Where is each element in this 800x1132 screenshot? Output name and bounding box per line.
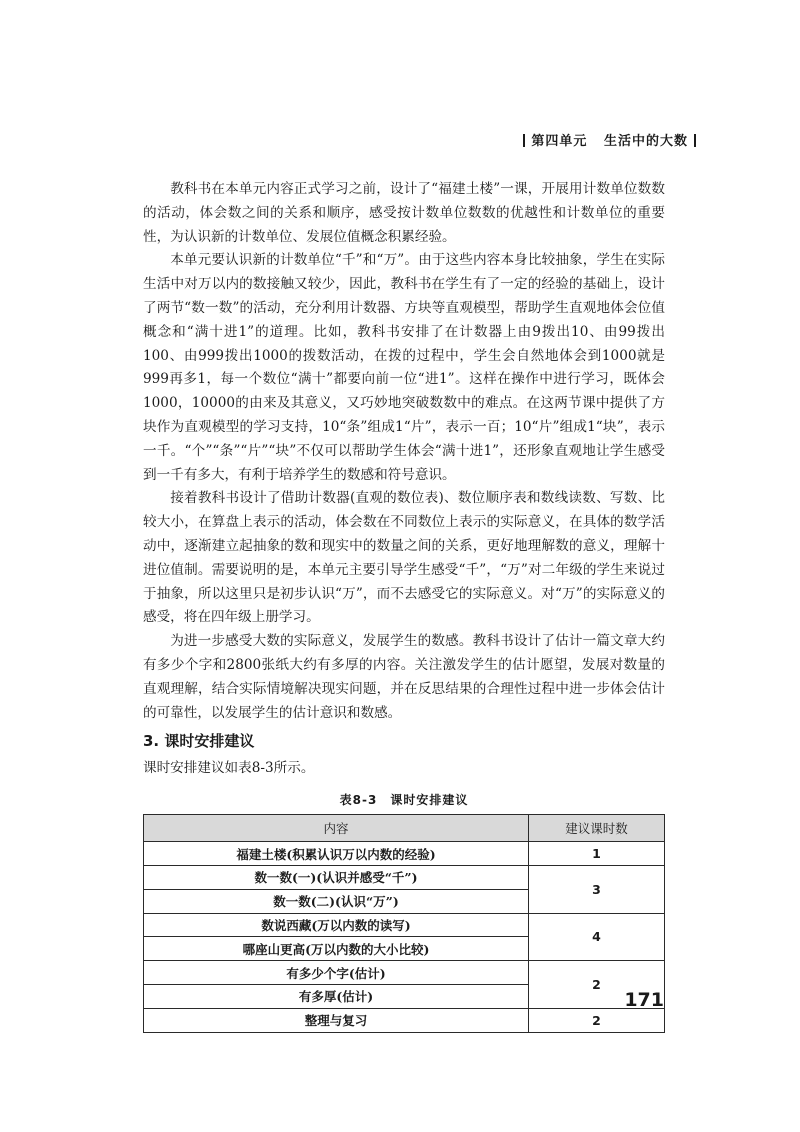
paragraph-4: 为进一步感受大数的实际意义，发展学生的数感。教科书设计了估计一篇文章大约有多少个字和2800张纸大约有多厚的内容。关注激发学生的估计愿望，发展对数量的直观理解，结合实际情境解决现实问题，并在反思结果的合理性过程中进一步体会估计的可靠性，以发展学生的估计意识和数感。 [143, 633, 665, 721]
table-row [144, 961, 665, 985]
hours-cell: 4 [529, 913, 665, 961]
running-head-right-bar [694, 134, 696, 147]
section-intro: 课时安排建议如表8-3所示。 [143, 760, 315, 777]
lesson-cell: 整理与复习 [144, 1008, 529, 1032]
table-row [144, 865, 665, 889]
body-text [143, 178, 665, 1033]
hours-cell: 1 [529, 842, 665, 866]
paragraph-1: 教科书在本单元内容正式学习之前，设计了“福建土楼”一课，开展用计数单位数数的活动，体会数之间的关系和顺序，感受按计数单位数数的优越性和计数单位的重要性，为认识新的计数单位、发展位值概念积累经验。 [143, 181, 665, 245]
section-heading: 3. 课时安排建议 [143, 732, 255, 751]
lesson-cell: 福建土楼(积累认识万以内数的经验) [144, 842, 529, 866]
lesson-cell: 有多厚(估计) [144, 984, 529, 1008]
table-row [144, 1008, 665, 1032]
hours-cell: 2 [529, 1008, 665, 1032]
lesson-cell: 数说西藏(万以内数的读写) [144, 913, 529, 937]
table-row [144, 842, 665, 866]
lesson-cell: 有多少个字(估计) [144, 961, 529, 985]
running-head-topic: 生活中的大数 [603, 134, 688, 149]
running-head-unit: 第四单元 [531, 134, 588, 149]
paragraph-3: 接着教科书设计了借助计数器(直观的数位表)、数位顺序表和数线读数、写数、比较大小，在算盘上表示的活动，体会数在不同数位上表示的实际意义，在具体的数学活动中，逐渐建立起抽象的数和现实中的数量之间的关系，更好地理解数的意义，理解十进位值制。需要说明的是，本单元主要引导学生感受“千”，“万”对二年级的学生来说过于抽象，所以这里只是初步认识“万”，而不去感受它的实际意义。对“万”的实际意义的感受，将在四年级上册学习。 [143, 490, 665, 626]
running-head [517, 130, 702, 149]
hours-cell: 3 [529, 865, 665, 913]
running-head-left-bar [523, 134, 525, 147]
table-header-row [144, 815, 665, 842]
lesson-cell: 数一数(二)(认识“万”) [144, 889, 529, 913]
table-caption: 表8-3 课时安排建议 [339, 793, 469, 808]
paragraph-2: 本单元要认识新的计数单位“千”和“万”。由于这些内容本身比较抽象，学生在实际生活中对万以内的数接触又较少，因此，教科书在学生有了一定的经验的基础上，设计了两节“数一数”的活动，充分利用计数器、方块等直观模型，帮助学生直观地体会位值概念和“满十进1”的道理。比如，教科书安排了在计数器上由9拨出10、由99拨出100、由999拨出1000的拨数活动，在拨的过程中，学生会自然地体会到1000就是999再多1，每一个数位“满十”都要向前一位“进1”。这样在操作中进行学习，既体会1000，10000的由来及其意义，又巧妙地突破数数中的难点。在这两节课中提供了方块作为直观模型的学习支持，10“条”组成1“片”，表示一百；10“片”组成1“块”，表示一千。“个”“条”“片”“块”不仅可以帮助学生体会“满十进1”，还形象直观地让学生感受到一千有多大，有利于培养学生的数感和符号意识。 [143, 252, 665, 483]
lesson-plan-table [143, 814, 665, 1032]
page-number: 171 [624, 989, 664, 1011]
lesson-cell: 数一数(一)(认识并感受“千”) [144, 865, 529, 889]
lesson-cell: 哪座山更高(万以内数的大小比较) [144, 937, 529, 961]
column-header-content: 内容 [144, 815, 529, 842]
table-row [144, 913, 665, 937]
hours-cell: 2 [529, 961, 665, 1009]
column-header-hours: 建议课时数 [529, 815, 665, 842]
